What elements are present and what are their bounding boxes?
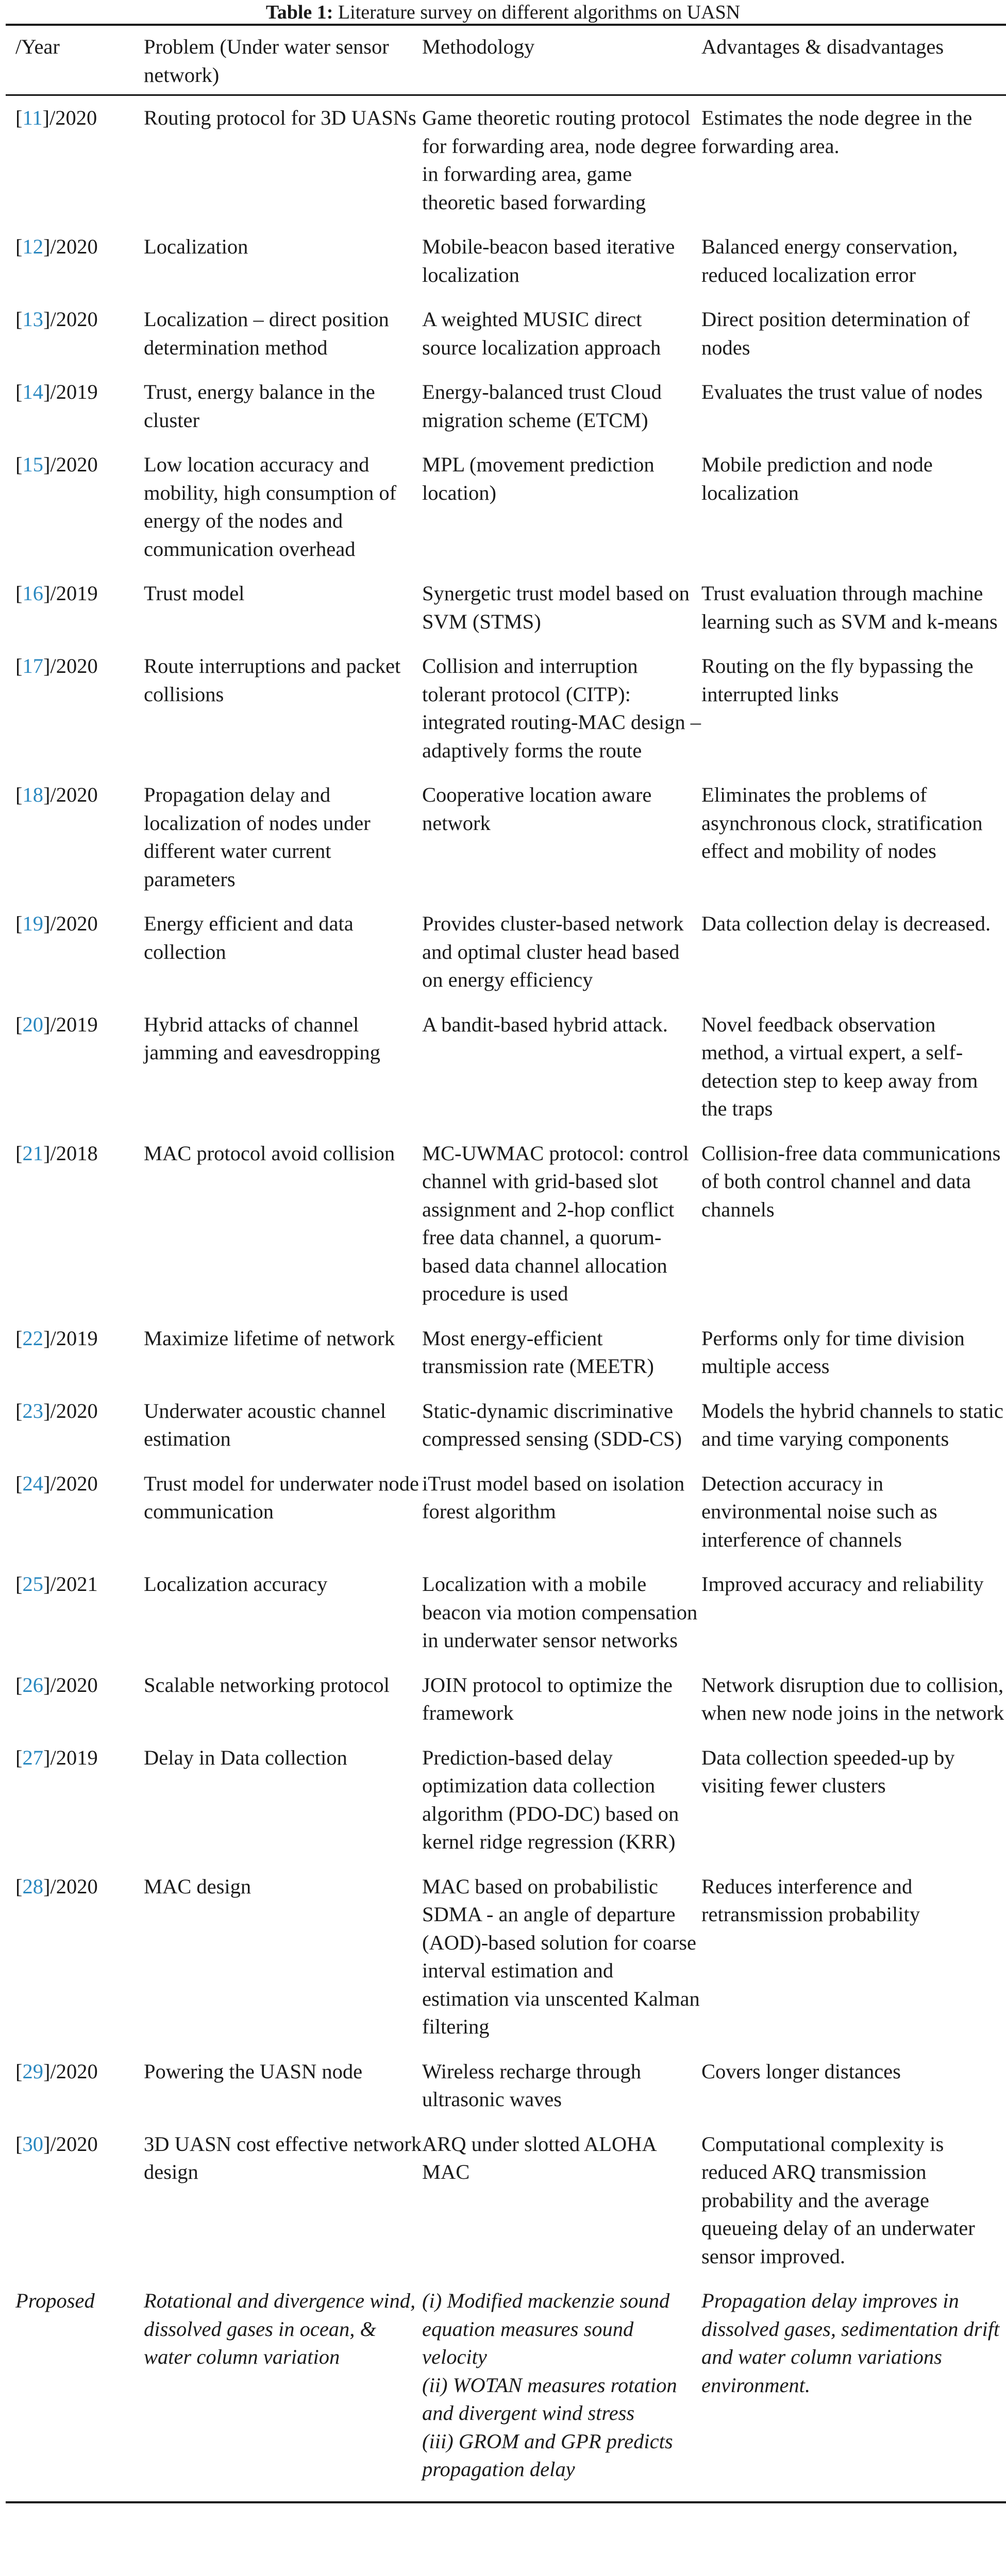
- row-methodology: Cooperative location aware network: [422, 783, 652, 835]
- header-advantages: Advantages & disadvantages: [701, 25, 1006, 95]
- proposed-method-line: (ii) WOTAN measures rotation and divergent wind stress: [422, 2373, 677, 2425]
- row-year: /2020: [50, 453, 98, 476]
- row-year: /2020: [50, 1673, 98, 1697]
- ref-bracket-open: [: [15, 1471, 23, 1495]
- table-row: [6, 571, 1006, 644]
- row-year: /2020: [50, 235, 98, 258]
- header-problem: Problem (Under water sensor network): [144, 25, 422, 95]
- reference-link[interactable]: 28: [22, 1874, 43, 1898]
- ref-bracket-close: ]: [43, 308, 51, 331]
- ref-bracket-close: ]: [43, 453, 51, 476]
- ref-bracket-open: [: [15, 453, 23, 476]
- row-methodology: Provides cluster-based network and optimal cluster head based on energy efficiency: [422, 912, 684, 991]
- ref-bracket-open: [: [15, 1673, 23, 1697]
- row-problem: MAC protocol avoid collision: [144, 1141, 395, 1165]
- row-problem: Trust model: [144, 582, 245, 605]
- row-advantages: Computational complexity is reduced ARQ transmission probability and the average queueing delay of an underwater sensor improved.: [701, 2132, 975, 2268]
- row-year: /2019: [50, 1326, 98, 1350]
- header-year: /Year: [6, 25, 144, 95]
- ref-bracket-open: [: [15, 2059, 23, 2083]
- row-year-cell: [6, 1663, 144, 1736]
- table-caption: [0, 0, 1006, 24]
- ref-bracket-close: ]: [43, 2132, 51, 2156]
- table-row: [6, 95, 1006, 225]
- row-year-cell: [6, 773, 144, 902]
- row-methodology: JOIN protocol to optimize the framework: [422, 1673, 673, 1724]
- row-year: /2019: [50, 380, 98, 403]
- row-methodology: Collision and interruption tolerant protocol (CITP): integrated routing-MAC design – adaptively forms the route: [422, 654, 701, 762]
- row-year: /2020: [50, 2059, 98, 2083]
- row-year-cell: [6, 2049, 144, 2122]
- ref-bracket-close: ]: [43, 235, 51, 258]
- reference-link[interactable]: 17: [22, 654, 43, 677]
- ref-bracket-open: [: [15, 1012, 23, 1036]
- table-row: [6, 1389, 1006, 1462]
- ref-bracket-close: ]: [42, 106, 49, 129]
- row-year: /2020: [50, 654, 98, 677]
- row-advantages: Improved accuracy and reliability: [701, 1572, 984, 1596]
- row-advantages: Direct position determination of nodes: [701, 308, 970, 359]
- row-advantages: Network disruption due to collision, when new node joins in the network: [701, 1673, 1004, 1724]
- row-year: /2020: [50, 2132, 98, 2156]
- row-methodology: Prediction-based delay optimization data collection algorithm (PDO-DC) based on kernel ridge regression (KRR): [422, 1745, 679, 1853]
- row-problem: Powering the UASN node: [144, 2059, 363, 2083]
- row-advantages: Eliminates the problems of asynchronous clock, stratification effect and mobility of nodes: [701, 783, 983, 862]
- row-year-cell: [6, 443, 144, 571]
- ref-bracket-close: ]: [43, 1326, 51, 1350]
- row-problem: Trust, energy balance in the cluster: [144, 380, 375, 432]
- row-advantages: Detection accuracy in environmental noise such as interference of channels: [701, 1471, 937, 1551]
- ref-bracket-open: [: [15, 380, 23, 403]
- row-advantages: Data collection speeded-up by visiting fewer clusters: [701, 1745, 955, 1797]
- reference-link[interactable]: 15: [22, 453, 43, 476]
- ref-bracket-open: [: [15, 1326, 23, 1350]
- proposed-method-line: (i) Modified mackenzie sound equation measures sound velocity: [422, 2289, 670, 2368]
- row-year-cell: [6, 370, 144, 443]
- proposed-method-line: (iii) GROM and GPR predicts propagation delay: [422, 2429, 673, 2481]
- row-year-cell: [6, 571, 144, 644]
- ref-bracket-open: [: [15, 654, 23, 677]
- reference-link[interactable]: 27: [22, 1745, 43, 1769]
- row-year-cell: [6, 902, 144, 1003]
- row-advantages: Balanced energy conservation, reduced localization error: [701, 235, 958, 286]
- table-row: [6, 1003, 1006, 1131]
- row-problem: Routing protocol for 3D UASNs: [144, 106, 416, 129]
- ref-bracket-close: ]: [43, 380, 51, 403]
- reference-link[interactable]: 29: [22, 2059, 43, 2083]
- row-methodology: Mobile-beacon based iterative localization: [422, 235, 675, 286]
- ref-bracket-close: ]: [43, 1673, 51, 1697]
- row-advantages: Collision-free data communications of both control channel and data channels: [701, 1141, 1001, 1221]
- row-methodology: MPL (movement prediction location): [422, 453, 655, 504]
- row-year-cell: [6, 297, 144, 370]
- row-methodology: Energy-balanced trust Cloud migration scheme (ETCM): [422, 380, 662, 432]
- row-methodology: ARQ under slotted ALOHA MAC: [422, 2132, 656, 2183]
- row-problem: Localization – direct position determination method: [144, 308, 389, 359]
- row-problem: Propagation delay and localization of nodes under different water current parameters: [144, 783, 371, 891]
- ref-bracket-open: [: [15, 235, 23, 258]
- ref-bracket-close: ]: [43, 912, 51, 935]
- reference-link[interactable]: 13: [22, 308, 43, 331]
- reference-link[interactable]: 25: [22, 1572, 43, 1596]
- row-advantages: Evaluates the trust value of nodes: [701, 380, 983, 403]
- table-row: [6, 1736, 1006, 1865]
- row-problem: Localization accuracy: [144, 1572, 328, 1596]
- row-problem: Localization: [144, 235, 248, 258]
- row-advantages: Data collection delay is decreased.: [701, 912, 991, 935]
- table-row: [6, 370, 1006, 443]
- literature-survey-table: [6, 24, 1006, 2503]
- row-year: /2020: [49, 106, 97, 129]
- row-year: /2019: [50, 582, 98, 605]
- proposed-problem: Rotational and divergence wind, dissolved gases in ocean, & water column variation: [144, 2279, 422, 2502]
- ref-bracket-close: ]: [43, 1874, 51, 1898]
- row-problem: Underwater acoustic channel estimation: [144, 1399, 387, 1450]
- row-year-cell: [6, 1316, 144, 1389]
- table-row: [6, 1865, 1006, 2049]
- row-methodology: MC-UWMAC protocol: control channel with grid-based slot assignment and 2-hop conflict free data channel, a quorum-based data channel allocation procedure is used: [422, 1141, 689, 1305]
- table-row: [6, 1316, 1006, 1389]
- ref-bracket-close: ]: [43, 1141, 51, 1165]
- row-year: /2021: [50, 1572, 98, 1596]
- row-advantages: Estimates the node degree in the forwarding area.: [701, 106, 973, 158]
- row-problem: Route interruptions and packet collisions: [144, 654, 401, 706]
- reference-link[interactable]: 12: [22, 235, 43, 258]
- row-methodology: MAC based on probabilistic SDMA - an angle of departure (AOD)-based solution for coarse interval estimation and estimation via unscented Kalman filtering: [422, 1874, 700, 2038]
- ref-bracket-open: [: [15, 308, 23, 331]
- reference-link[interactable]: 19: [22, 912, 43, 935]
- row-year: /2020: [50, 1874, 98, 1898]
- reference-link[interactable]: 18: [22, 783, 43, 806]
- table-caption-text: Literature survey on different algorithms on UASN: [338, 2, 741, 23]
- row-problem: 3D UASN cost effective network design: [144, 2132, 422, 2183]
- row-year: /2020: [50, 783, 98, 806]
- reference-link[interactable]: 30: [22, 2132, 43, 2156]
- ref-bracket-open: [: [15, 582, 23, 605]
- proposed-label: Proposed: [6, 2279, 144, 2502]
- ref-bracket-open: [: [15, 1874, 23, 1898]
- ref-bracket-close: ]: [43, 1399, 51, 1422]
- row-year-cell: [6, 225, 144, 297]
- ref-bracket-close: ]: [43, 1471, 51, 1495]
- row-year-cell: [6, 1865, 144, 2049]
- table-row: [6, 1131, 1006, 1316]
- ref-bracket-close: ]: [43, 582, 51, 605]
- row-methodology: A weighted MUSIC direct source localization approach: [422, 308, 661, 359]
- row-advantages: Trust evaluation through machine learning such as SVM and k-means: [701, 582, 998, 633]
- row-advantages: Models the hybrid channels to static and time varying components: [701, 1399, 1004, 1450]
- header-methodology: Methodology: [422, 25, 701, 95]
- ref-bracket-close: ]: [43, 2059, 51, 2083]
- ref-bracket-close: ]: [43, 1745, 51, 1769]
- ref-bracket-open: [: [15, 1141, 23, 1165]
- row-year-cell: [6, 2122, 144, 2279]
- row-year: /2020: [50, 1399, 98, 1422]
- row-year-cell: [6, 644, 144, 773]
- row-methodology: Localization with a mobile beacon via motion compensation in underwater sensor networks: [422, 1572, 698, 1652]
- ref-bracket-open: [: [15, 912, 23, 935]
- table-header-row: [6, 25, 1006, 95]
- row-advantages: Mobile prediction and node localization: [701, 453, 933, 504]
- table-row: [6, 443, 1006, 571]
- row-methodology: Synergetic trust model based on SVM (STMS): [422, 582, 690, 633]
- reference-link[interactable]: 24: [22, 1471, 43, 1495]
- reference-link[interactable]: 20: [22, 1012, 43, 1036]
- row-advantages: Routing on the fly bypassing the interrupted links: [701, 654, 974, 706]
- reference-link[interactable]: 26: [22, 1673, 43, 1697]
- row-year: /2018: [50, 1141, 98, 1165]
- row-methodology: Game theoretic routing protocol for forwarding area, node degree in forwarding area, game theoretic based forwarding: [422, 106, 696, 214]
- proposed-methodology: [422, 2279, 701, 2502]
- ref-bracket-open: [: [15, 1399, 23, 1422]
- row-advantages: Reduces interference and retransmission probability: [701, 1874, 920, 1926]
- row-year: /2020: [50, 308, 98, 331]
- table-row: [6, 902, 1006, 1003]
- table-row: [6, 644, 1006, 773]
- row-advantages: Covers longer distances: [701, 2059, 901, 2083]
- reference-link[interactable]: 22: [22, 1326, 43, 1350]
- proposed-row: [6, 2279, 1006, 2502]
- table-row: [6, 1663, 1006, 1736]
- row-year-cell: [6, 1462, 144, 1563]
- reference-link[interactable]: 23: [22, 1399, 43, 1422]
- row-year-cell: [6, 1562, 144, 1663]
- ref-bracket-open: [: [15, 1572, 23, 1596]
- row-methodology: iTrust model based on isolation forest algorithm: [422, 1471, 685, 1523]
- row-problem: Scalable networking protocol: [144, 1673, 390, 1697]
- row-advantages: Performs only for time division multiple access: [701, 1326, 965, 1378]
- row-year: /2019: [50, 1012, 98, 1036]
- row-problem: Energy efficient and data collection: [144, 912, 354, 963]
- row-methodology: A bandit-based hybrid attack.: [422, 1012, 668, 1036]
- table-row: [6, 1562, 1006, 1663]
- table-row: [6, 297, 1006, 370]
- row-year: /2019: [50, 1745, 98, 1769]
- row-year: /2020: [50, 1471, 98, 1495]
- table-row: [6, 2049, 1006, 2122]
- ref-bracket-open: [: [15, 783, 23, 806]
- row-problem: Low location accuracy and mobility, high consumption of energy of the nodes and communication overhead: [144, 453, 397, 561]
- proposed-advantages: Propagation delay improves in dissolved gases, sedimentation drift and water column variations environment.: [701, 2279, 1006, 2502]
- row-problem: Trust model for underwater node communication: [144, 1471, 419, 1523]
- ref-bracket-close: ]: [43, 1012, 51, 1036]
- row-year-cell: [6, 1131, 144, 1316]
- row-methodology: Wireless recharge through ultrasonic waves: [422, 2059, 641, 2111]
- table-row: [6, 2122, 1006, 2279]
- ref-bracket-close: ]: [43, 654, 51, 677]
- ref-bracket-open: [: [15, 106, 23, 129]
- table-caption-label: Table 1:: [265, 2, 333, 23]
- row-problem: Hybrid attacks of channel jamming and eavesdropping: [144, 1012, 380, 1064]
- table-row: [6, 225, 1006, 297]
- reference-link[interactable]: 11: [22, 106, 43, 129]
- reference-link[interactable]: 14: [22, 380, 43, 403]
- reference-link[interactable]: 16: [22, 582, 43, 605]
- ref-bracket-open: [: [15, 2132, 23, 2156]
- row-year-cell: [6, 1003, 144, 1131]
- row-methodology: Most energy-efficient transmission rate (MEETR): [422, 1326, 654, 1378]
- row-problem: Maximize lifetime of network: [144, 1326, 395, 1350]
- row-year: /2020: [50, 912, 98, 935]
- ref-bracket-open: [: [15, 1745, 23, 1769]
- row-problem: MAC design: [144, 1874, 252, 1898]
- table-row: [6, 773, 1006, 902]
- row-year-cell: [6, 1736, 144, 1865]
- row-methodology: Static-dynamic discriminative compressed sensing (SDD-CS): [422, 1399, 682, 1450]
- row-problem: Delay in Data collection: [144, 1745, 347, 1769]
- row-year-cell: [6, 95, 144, 225]
- row-advantages: Novel feedback observation method, a virtual expert, a self-detection step to keep away from the traps: [701, 1012, 978, 1120]
- row-year-cell: [6, 1389, 144, 1462]
- reference-link[interactable]: 21: [22, 1141, 43, 1165]
- ref-bracket-close: ]: [43, 783, 51, 806]
- table-body: [6, 95, 1006, 2502]
- ref-bracket-close: ]: [43, 1572, 51, 1596]
- table-row: [6, 1462, 1006, 1563]
